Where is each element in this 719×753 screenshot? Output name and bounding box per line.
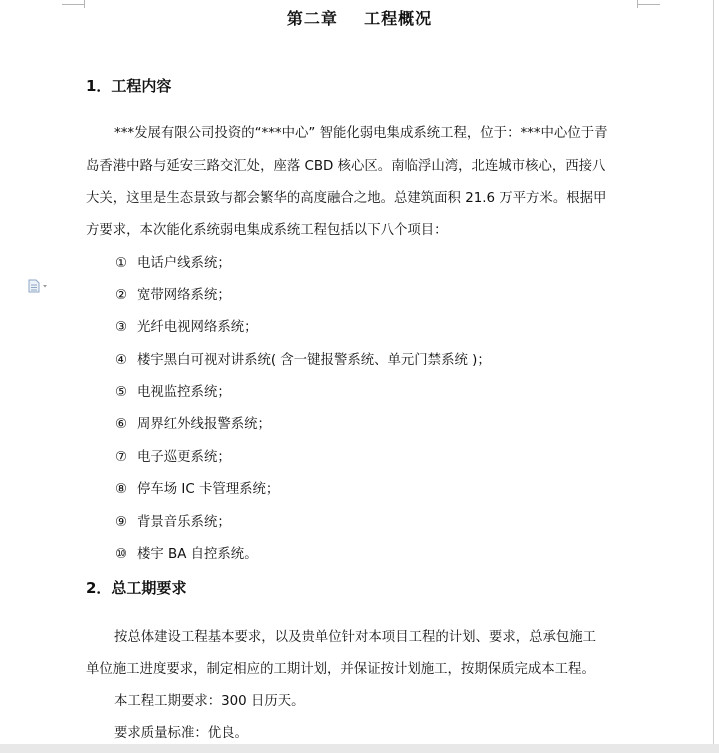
- list-item: [115, 511, 231, 530]
- list-item: [115, 543, 258, 562]
- list-item: [115, 316, 258, 335]
- list-item: [115, 349, 491, 368]
- page-edge: [713, 0, 714, 753]
- page-title: 第二章 工程概况: [286, 9, 433, 28]
- crop-mark: [62, 4, 84, 5]
- list-text: 楼宇 BA 自控系统。: [137, 547, 258, 562]
- document-icon[interactable]: [27, 278, 49, 292]
- list-number: ⑨: [115, 515, 128, 530]
- section-heading-1: 1．工程内容: [86, 77, 172, 95]
- list-number: ①: [115, 256, 128, 271]
- paragraph-line: 岛香港中路与延安三路交汇处，座落 CBD 核心区。南临浮山湾，北连城市核心，西接八: [86, 159, 606, 174]
- list-text: 光纤电视网络系统；: [137, 320, 258, 335]
- quality-line: 要求质量标准：优良。: [114, 726, 248, 741]
- list-text: 宽带网络系统；: [137, 288, 231, 303]
- list-number: ⑦: [115, 450, 128, 465]
- paragraph-line: 大关，这里是生态景致与都会繁华的高度融合之地。总建筑面积 21.6 万平方米。根据甲: [86, 191, 607, 206]
- crop-mark: [638, 4, 660, 5]
- paragraph-line: 方要求，本次能化系统弱电集成系统工程包括以下八个项目：: [86, 223, 448, 238]
- list-item: [115, 413, 271, 432]
- list-number: ⑤: [115, 385, 128, 400]
- list-text: 电子巡更系统；: [137, 450, 231, 465]
- list-item: [115, 284, 231, 303]
- list-number: ⑩: [115, 547, 128, 562]
- list-text: 背景音乐系统；: [137, 515, 231, 530]
- list-text: 电视监控系统；: [137, 385, 231, 400]
- section-heading-2: 2．总工期要求: [86, 579, 187, 597]
- list-text: 周界红外线报警系统；: [137, 417, 271, 432]
- list-text: 电话户线系统；: [137, 256, 231, 271]
- list-item: [115, 381, 231, 400]
- list-number: ③: [115, 320, 128, 335]
- list-number: ⑥: [115, 417, 128, 432]
- list-item: [115, 446, 231, 465]
- list-number: ④: [115, 353, 128, 368]
- paragraph-line: 按总体建设工程基本要求，以及贵单位针对本项目工程的计划、要求，总承包施工: [114, 630, 597, 645]
- period-line: 本工程工期要求：300 日历天。: [114, 694, 305, 709]
- list-number: ⑧: [115, 482, 128, 497]
- paragraph-line: 单位施工进度要求，制定相应的工期计划，并保证按计划施工，按期保质完成本工程。: [86, 662, 595, 677]
- list-number: ②: [115, 288, 128, 303]
- list-text: 楼宇黑白可视对讲系统( 含一键报警系统、单元门禁系统 )；: [137, 353, 491, 368]
- list-text: 停车场 IC 卡管理系统；: [137, 482, 280, 497]
- page-gap: [0, 744, 719, 753]
- list-item: [115, 252, 231, 271]
- list-item: [115, 478, 279, 497]
- paragraph-line: ***发展有限公司投资的“***中心” 智能化弱电集成系统工程，位于：***中心位于青: [114, 126, 608, 141]
